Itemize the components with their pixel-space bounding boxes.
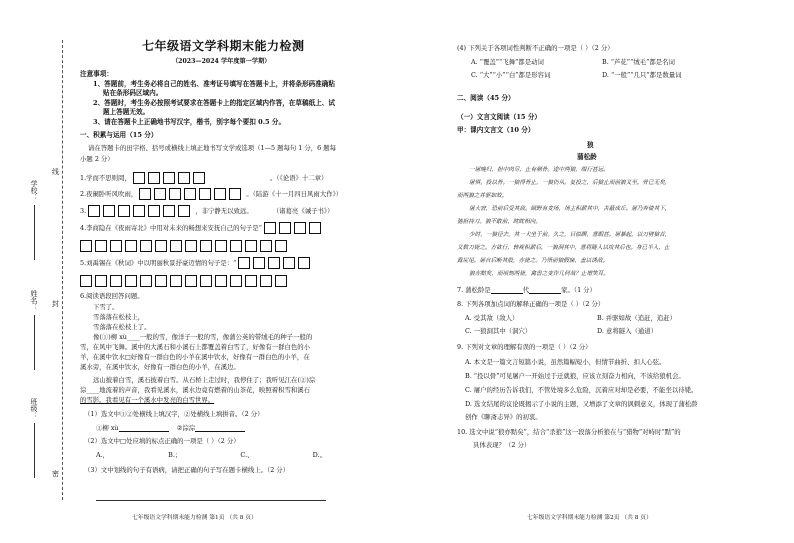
answer-box[interactable] [268, 257, 280, 269]
answer-box[interactable] [95, 240, 107, 252]
sub-question-2-options [96, 451, 326, 459]
answer-line[interactable] [96, 500, 326, 501]
q1-text: 1.学而不思则罔， [80, 174, 131, 182]
question-10: 10. 选文中说“狼亦黠矣”，结合“杀狼”这一段落分析狼在与“猎物”对峙时“黠”的 [457, 428, 681, 436]
instruction-1: 请在答题卡的田字格、括号或横线上填正地书写文学或选项（1—5 题每句 1 分，6 题每 [88, 144, 337, 152]
q5-text: 5.刘禹锡在《秋词》中以明丽秋景抒豪迈情的句子是：“ [80, 259, 237, 267]
answer-box[interactable] [178, 205, 190, 217]
question-7 [457, 286, 596, 294]
q9-option-b[interactable]: B. “投以骨”可见屠户一开始过于迁就狼，应该立刻奋力相向，不该给狼机会。 [465, 372, 685, 380]
notice-2b: 题上答题无效。 [103, 108, 150, 116]
answer-box[interactable] [230, 275, 242, 287]
name-label: 姓名： [30, 290, 38, 311]
question-3 [80, 205, 333, 217]
section-2-heading: 二、阅读（45 分） [457, 94, 515, 102]
q8-option-a[interactable]: A. 受其敌（敌人） [465, 314, 519, 322]
notice-1: 1、答题前，考生务必将自己的姓名、准考证号填写在答题卡上，并将条形码准确粘 [93, 80, 335, 88]
answer-box[interactable] [88, 205, 100, 217]
sub-question-1-answers [96, 424, 245, 432]
answer-box[interactable] [245, 275, 257, 287]
page-footer: 七年级语文学科期末能力检测 第2页 （共 8 页） [527, 515, 652, 521]
answer-box[interactable] [178, 172, 190, 184]
answer-box[interactable] [199, 188, 211, 200]
q4-option-a[interactable]: A. “覆盖”“飞舞”都是动词 [471, 58, 544, 66]
sub-question-2: （2）选文中□处应填的标点正确的一项是（ ）（2 分） [84, 437, 240, 445]
answer-box[interactable] [200, 240, 212, 252]
q9-option-d-cont: 创作《聊斋志异》的初衷。 [465, 413, 542, 421]
answer-box[interactable] [169, 188, 181, 200]
question-2 [80, 188, 342, 200]
answer-box[interactable] [140, 275, 152, 287]
side-mark-secret: 密 [52, 470, 59, 478]
answer-box[interactable] [170, 275, 182, 287]
q9-option-d[interactable]: D. 选文结尾的议论既揭示了小说的主题，又增添了文章的讽刺意义，体现了蒲松龄 [465, 400, 698, 408]
poem-author: 蒲松龄 [577, 153, 597, 161]
school-blank[interactable] [34, 205, 35, 260]
q1-source: 。（《论语》十二章） [269, 174, 328, 182]
name-blank[interactable] [34, 315, 35, 370]
poem-line-8: 露尻尾。屠自后断其股，亦毙之。乃悟前狼假寐，盖以诱敌。 [457, 258, 609, 264]
section-2-1-a-heading: 甲：课内文言文（10 分） [457, 126, 535, 134]
question-8: 8. 下列各项加点词的解释正确的一项是（ ）（2 分） [457, 300, 605, 308]
option-b[interactable]: B.； [168, 451, 182, 459]
passage-line-5: 雪，在风中飞舞。溪中的大溪石和小溪石上都覆盖着白雪了，好像有一群白色的小 [80, 343, 311, 351]
answer-box[interactable] [110, 240, 122, 252]
answer-box[interactable] [95, 275, 107, 287]
side-mark-line: 线 [52, 168, 59, 176]
passage-line-10: 的雪影。我看见有一个溪水中发亮的白雪世界。 [80, 396, 215, 404]
q4-heading: (4) 下列关于各项词性判断不正确的一项是（ ）（2 分） [457, 44, 614, 52]
answer-box[interactable] [154, 188, 166, 200]
answer-box[interactable] [298, 257, 310, 269]
notice-1b: 贴在条形码区域内。 [103, 89, 163, 97]
section-2-1-heading: （一）文言文阅读（15 分） [457, 113, 542, 121]
answer-box[interactable] [275, 275, 287, 287]
answer-box[interactable] [133, 205, 145, 217]
question-6: 6.阅读语段回答问题。 [80, 292, 144, 300]
answer-box[interactable] [309, 222, 321, 234]
poem-line-9: 狼亦黠矣，而顷刻两毙，禽兽之变诈几何哉？止增笑耳。 [469, 271, 609, 277]
answer-box[interactable] [215, 240, 227, 252]
question-5 [80, 257, 313, 269]
q8-option-d[interactable]: D. 意将隧入（通道） [597, 327, 658, 335]
answer-box[interactable] [294, 222, 306, 234]
q2-text: 2.夜阑卧听风吹雨， [80, 190, 138, 198]
answer-box[interactable] [163, 205, 175, 217]
poem-line-6: 少时，一狼径去，其一犬坐于前。久之，目似瞑，意暇甚。屠暴起，以刀劈狼首， [469, 232, 671, 238]
notice-3: 3、请在答题卡上正确地书写汉字，楷书，别字每个要扣 0.5 分。 [93, 118, 286, 126]
question-4-boxes [80, 240, 290, 252]
poem-line-3: 而两狼之并驱如故。 [457, 193, 508, 199]
sub-question-3: （3）文中划线的句子有语病，请把正确的句子写在题卡横线上。（2 分） [84, 466, 290, 474]
answer-box[interactable] [260, 240, 272, 252]
question-4 [80, 222, 324, 234]
answer-box[interactable] [245, 240, 257, 252]
answer-box[interactable] [148, 172, 160, 184]
section-1-heading: 一、积累与运用（15 分） [80, 131, 158, 139]
answer-box[interactable] [275, 240, 287, 252]
question-9: 9. 下列对文章的理解有误的一项是（ ）（2 分） [457, 343, 592, 351]
q4-option-d[interactable]: D. “一般”“几只”都是数量词 [602, 71, 682, 79]
answer-box[interactable] [185, 275, 197, 287]
q7-blank-2[interactable] [529, 293, 561, 294]
answer-box[interactable] [253, 257, 265, 269]
q4-option-b[interactable]: B. “芦花”“绒毛”都是名词 [602, 58, 675, 66]
q8-option-c[interactable]: C. 一狼洞其中（洞穴） [465, 327, 532, 335]
answer-box[interactable] [238, 257, 250, 269]
answer-box[interactable] [118, 205, 130, 217]
q7-blank-1[interactable] [491, 293, 523, 294]
poem-line-2: 屠惧，投以骨。一狼得骨止，一狼仍从。复投之，后狼止而前狼又至。骨已无矣， [469, 180, 671, 186]
q7-end: 家。（1 分） [561, 286, 596, 294]
notice-heading: 注意事项： [80, 70, 113, 78]
class-label: 班级： [30, 398, 38, 419]
answer-box[interactable] [80, 275, 92, 287]
poem-line-4: 屠大窘，恐前后受其敌。顾野有麦场，场主积薪其中，苫蔽成丘。屠乃奔倚其下， [469, 206, 671, 212]
notice-2: 2、答题时，考生务必按照考试要求在答题卡上的指定区域内作答，在草稿纸上、试 [93, 99, 335, 107]
q7-mid: 代 [522, 286, 530, 294]
passage-line-4: 像(①)柳 xù____一般的雪，像洋子一般的雪，像蒲公英的带绒毛的种子一般的 [93, 333, 313, 341]
answer-box[interactable] [163, 172, 175, 184]
answer-box[interactable] [215, 275, 227, 287]
blank-2-label: ②淙淙 [176, 424, 196, 432]
answer-box[interactable] [193, 172, 205, 184]
answer-box[interactable] [110, 275, 122, 287]
passage-line-2: 雪落落在松枝上， [93, 313, 145, 321]
exam-page-2 [397, 0, 794, 543]
q9-option-c[interactable]: C. 屠户的经历告诉我们，不管处境多么危险，沉着应对却是必要，不能坐以待毙。 [465, 386, 698, 394]
answer-box[interactable] [125, 275, 137, 287]
sub-question-1: （1）选文中①②处横线上填汉字，②处横线上填拼音。（2 分） [84, 410, 264, 418]
question-1 [80, 172, 327, 184]
instruction-2: 小题 2 分） [80, 155, 114, 163]
answer-box[interactable] [148, 205, 160, 217]
answer-box[interactable] [170, 240, 182, 252]
answer-box[interactable] [140, 240, 152, 252]
q9-option-a[interactable]: A. 本文是一篇文言短篇小说，虽然篇幅短小，但情节曲折、扣人心弦。 [465, 358, 666, 366]
answer-box[interactable] [133, 172, 145, 184]
blank-1[interactable] [119, 431, 169, 432]
class-blank[interactable] [34, 423, 35, 478]
school-label: 学校： [30, 180, 38, 201]
blank-2[interactable] [195, 431, 245, 432]
page-title: 七年级语文学科期末能力检测 [142, 39, 305, 53]
q7-text: 7. 蒲松龄是 [457, 286, 491, 294]
answer-box[interactable] [185, 240, 197, 252]
poem-line-7: 又数刀毙之。方欲行，转视积薪后，一狼洞其中，意将隧入以攻其后也。身已半入，止 [457, 245, 670, 251]
q3-text: ，非宁静无以致远。 [195, 207, 253, 215]
binding-line [62, 40, 63, 500]
answer-box[interactable] [80, 240, 92, 252]
answer-box[interactable] [264, 222, 276, 234]
passage-line-8: 远山披着白雪，溪石披着白雪。从石桥上走过时，我停住了；我听见江在(②)淙 [93, 376, 316, 384]
answer-box[interactable] [200, 275, 212, 287]
question-5-boxes [80, 275, 290, 287]
answer-box[interactable] [155, 240, 167, 252]
answer-box[interactable] [139, 188, 151, 200]
answer-box[interactable] [279, 222, 291, 234]
passage-line-1: 下雪了。 [93, 303, 119, 311]
side-mark-seal: 封 [52, 300, 59, 308]
option-c[interactable]: C.、 [240, 451, 254, 459]
option-d[interactable]: D.。 [312, 451, 326, 459]
passage-line-6: 羊，在溪中饮水□好像有一群白色的小羊在溪中饮水，好像有一群白色的小羊，在 [80, 353, 310, 361]
answer-box[interactable] [283, 257, 295, 269]
poem-title: 狼 [587, 141, 594, 149]
answer-box[interactable] [155, 275, 167, 287]
answer-box[interactable] [125, 240, 137, 252]
passage-line-9: 淙____地流着的声音，我看见溪水，溪水边竟有燃着的山茶花，映照着积雪和溪石 [80, 386, 311, 394]
option-a[interactable]: A.， [96, 451, 110, 459]
q2-source: 。（陆游《十一月四日风雨大作》） [246, 190, 343, 198]
page-footer: 七年级语文学科期末能力检测 第1页 （共 8 页） [132, 515, 257, 521]
poem-line-1: 一屠晚归，担中肉尽，止有剩骨。途中两狼，缀行甚远。 [469, 167, 609, 173]
answer-box[interactable] [214, 188, 226, 200]
question-10-b: 具体表现？（2 分） [473, 441, 531, 449]
passage-line-3: 雪落落在松枝上了。 [93, 323, 151, 331]
answer-box[interactable] [260, 275, 272, 287]
q3-source: （诸葛亮《诫子书》） [272, 207, 334, 215]
q4-text: 4.李商隐在《夜雨寄北》中用对未来的畅想来安抚自己的句子是“ [80, 224, 262, 232]
answer-box[interactable] [103, 205, 115, 217]
q3-number: 3. [80, 207, 87, 215]
passage-line-7: 溪水旁，在溪中饮水，好像有一群白色的小羊，在溪边。 [80, 363, 240, 371]
answer-box[interactable] [184, 188, 196, 200]
answer-box[interactable] [229, 188, 241, 200]
page-subtitle: （2023—2024 学年度第一学期） [172, 58, 271, 65]
q4-option-c[interactable]: C. “大”“小”“白”都是形容词 [471, 71, 551, 79]
q8-option-b[interactable]: B. 并驱如故（追赶，追赶） [597, 314, 677, 322]
answer-box[interactable] [230, 240, 242, 252]
poem-line-5: 弛担持刀。狼不敢前，眈眈相向。 [457, 219, 541, 225]
blank-1-label: ①柳 xù [96, 424, 119, 432]
